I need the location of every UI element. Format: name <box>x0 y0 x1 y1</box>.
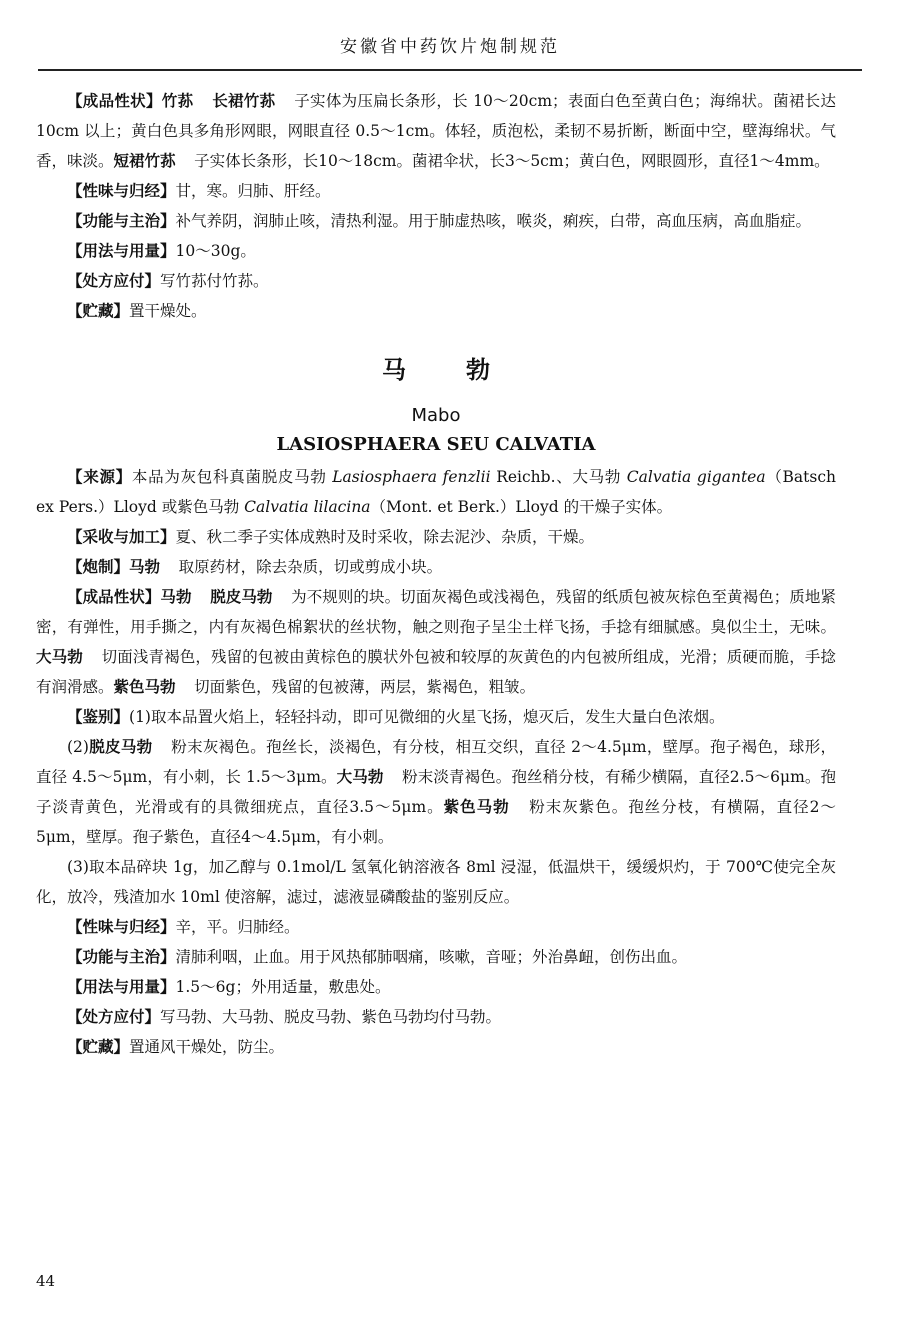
herb-name: 脱皮马勃 <box>88 738 153 756</box>
paragraph-text: 置通风干燥处，防尘。 <box>129 1038 285 1056</box>
paragraph-text: 为不规则的块。切面灰褐色或浅褐色，残留的纸质包被灰棕色至黄褐色；质地紧密，有弹性，用手撕之，内有灰褐色棉絮状的丝状物，触之则孢子呈尘土样飞扬，手捻有细腻感。臭似尘土，无味。 <box>36 588 836 636</box>
section-heading: 【贮藏】 <box>67 1038 130 1056</box>
paragraph-text: 写竹荪付竹荪。 <box>160 272 269 290</box>
paragraph-text: 补气养阴，润肺止咳，清热利湿。用于肺虚热咳，喉炎，痢疾，白带，高血压病，高血脂症。 <box>175 212 812 230</box>
herb-name: 脱皮马勃 <box>210 588 273 606</box>
paragraph-text: 清肺利咽，止血。用于风热郁肺咽痛，咳嗽，音哑；外治鼻衄，创伤出血。 <box>175 948 688 966</box>
herb-name: 马勃 <box>160 588 192 606</box>
section-heading: 【炮制】 <box>67 558 130 576</box>
paragraph-text: 粉末淡青褐色。孢丝稍分枝，有稀少横隔，直径2.5～6μm。孢子淡青黄色，光滑或有的具微细疣点，直径3.5～5μm。 <box>36 768 836 816</box>
page-number: 44 <box>36 1272 56 1290</box>
paragraph-text: 本品为灰包科真菌脱皮马勃 <box>131 468 333 486</box>
paragraph-identification-3 <box>36 852 836 912</box>
section-heading: 【用法与用量】 <box>67 978 176 996</box>
paragraph-properties-zhusun <box>36 86 836 176</box>
herb-name: 紫色马勃 <box>113 678 176 696</box>
herb-name: 大马勃 <box>336 768 384 786</box>
paragraph-dosage <box>36 236 836 266</box>
paragraph-prescription <box>36 1002 836 1032</box>
latin-species-name: Calvatia lilacina <box>244 498 371 516</box>
section-heading: 【处方应付】 <box>67 272 161 290</box>
paragraph-text: 甘，寒。归肺、肝经。 <box>175 182 331 200</box>
section-heading: 【成品性状】 <box>67 92 162 110</box>
paragraph-text: Reichb.、大马勃 <box>490 468 627 486</box>
paragraph-text: 取原药材，除去杂质，切或剪成小块。 <box>178 558 443 576</box>
paragraph-properties-mabo <box>36 582 836 702</box>
paragraph-text: (3)取本品碎块 1g，加乙醇与 0.1mol/L 氢氧化钠溶液各 8ml 浸湿，低温烘干，缓缓炽灼，于 700℃使完全灰化，放冷，残渣加水 10ml 使溶解，滤过，滤液显磷酸盐的鉴别反应。 <box>36 858 836 906</box>
paragraph-text: (1)取本品置火焰上，轻轻抖动，即可见微细的火星飞扬，熄灭后，发生大量白色浓烟。 <box>129 708 725 726</box>
section-heading: 【性味与归经】 <box>67 182 176 200</box>
section-heading: 【来源】 <box>67 468 132 486</box>
paragraph-identification-2 <box>36 732 836 852</box>
paragraph-text: 10～30g。 <box>175 242 256 260</box>
herb-name: 大马勃 <box>36 648 83 666</box>
paragraph-dosage <box>36 972 836 1002</box>
running-header: 安徽省中药饮片炮制规范 <box>340 37 560 57</box>
paragraph-text: 粉末灰紫色。孢丝分枝，有横隔，直径2～5μm，壁厚。孢子紫色，直径4～4.5μm，有小刺。 <box>36 798 836 846</box>
latin-species-name: Calvatia gigantea <box>626 468 766 486</box>
paragraph-text: 夏、秋二季子实体成熟时及时采收，除去泥沙、杂质，干燥。 <box>175 528 595 546</box>
paragraph-text: (2) <box>67 738 89 756</box>
paragraph-taste-meridian <box>36 176 836 206</box>
paragraph-text: 写马勃、大马勃、脱皮马勃、紫色马勃均付马勃。 <box>160 1008 502 1026</box>
paragraph-collection <box>36 522 836 552</box>
paragraph-function <box>36 206 836 236</box>
section-heading: 【处方应付】 <box>67 1008 161 1026</box>
section-heading: 【用法与用量】 <box>67 242 176 260</box>
paragraph-text: （Mont. et Berk.）Lloyd 的干燥子实体。 <box>370 498 673 516</box>
paragraph-text: 子实体长条形，长10～18cm。菌裙伞状，长3～5cm；黄白色，网眼圆形，直径1～4mm。 <box>194 152 830 170</box>
paragraph-text: 粉末灰褐色。孢丝长，淡褐色，有分枝，相互交织，直径 2～4.5μm，壁厚。孢子褐色，球形，直径 4.5～5μm，有小刺，长 1.5～3μm。 <box>36 738 836 786</box>
monograph-latin-name: LASIOSPHAERA SEU CALVATIA <box>276 434 596 455</box>
monograph-title: 马勃 <box>382 356 550 384</box>
section-heading: 【采收与加工】 <box>67 528 176 546</box>
paragraph-identification-1 <box>36 702 836 732</box>
paragraph-source <box>36 462 836 522</box>
paragraph-processing <box>36 552 836 582</box>
paragraph-text: 切面紫色，残留的包被薄，两层，紫褐色，粗皱。 <box>194 678 536 696</box>
paragraph-text: 1.5～6g；外用适量，敷患处。 <box>175 978 391 996</box>
paragraph-storage <box>36 1032 836 1062</box>
section-heading: 【鉴别】 <box>67 708 130 726</box>
monograph-pinyin: Mabo <box>411 405 461 426</box>
paragraph-text: 辛，平。归肺经。 <box>175 918 300 936</box>
paragraph-taste-meridian <box>36 912 836 942</box>
page-content <box>36 86 836 1062</box>
paragraph-text: 子实体为压扁长条形，长 10～20cm；表面白色至黄白色；海绵状。菌裙长达 10cm 以上；黄白色具多角形网眼，网眼直径 0.5～1cm。体轻，质泡松，柔韧不易折断，断面中空，壁海绵状。气香，味淡。 <box>36 92 836 170</box>
section-heading: 【功能与主治】 <box>67 948 176 966</box>
herb-name: 短裙竹荪 <box>113 152 176 170</box>
herb-name: 紫色马勃 <box>443 798 510 816</box>
paragraph-prescription <box>36 266 836 296</box>
paragraph-function <box>36 942 836 972</box>
paragraph-storage <box>36 296 836 326</box>
section-heading: 【性味与归经】 <box>67 918 176 936</box>
paragraph-text: 置干燥处。 <box>129 302 207 320</box>
herb-name: 马勃 <box>129 558 161 576</box>
section-heading: 【贮藏】 <box>67 302 130 320</box>
header-rule <box>38 69 862 71</box>
herb-name: 竹荪 <box>161 92 194 110</box>
section-heading: 【功能与主治】 <box>67 212 176 230</box>
section-heading: 【成品性状】 <box>67 588 161 606</box>
herb-name: 长裙竹荪 <box>211 92 276 110</box>
paragraph-text: （Batsch ex Pers.）Lloyd 或紫色马勃 <box>36 468 837 516</box>
paragraph-text: 切面浅青褐色，残留的包被由黄棕色的膜状外包被和较厚的灰黄色的内包被所组成，光滑；质硬而脆，手捻有润滑感。 <box>36 648 836 696</box>
latin-species-name: Lasiosphaera fenzlii <box>332 468 491 486</box>
